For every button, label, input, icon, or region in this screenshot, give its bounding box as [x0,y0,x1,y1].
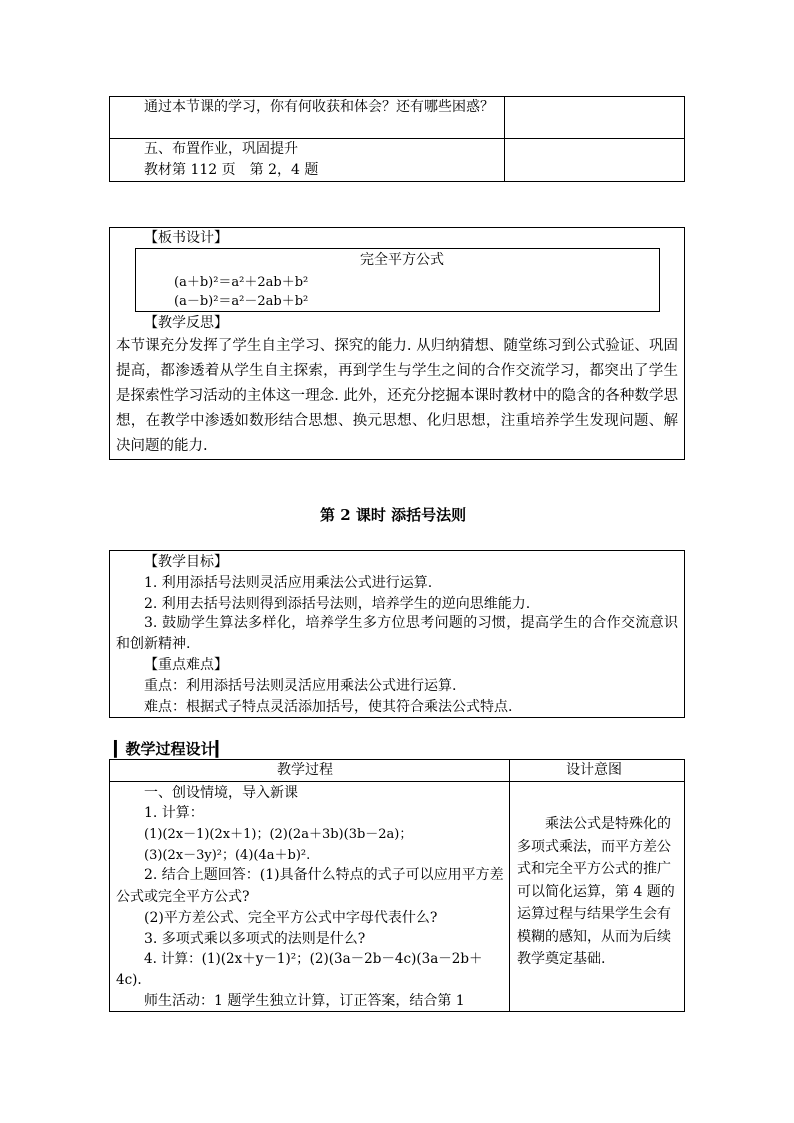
formula-square-of-difference: (a－b)²＝a²－2ab＋b² [174,294,309,309]
summary-reflection-question: 通过本节课的学习，你有何收获和体会？还有哪些困惑？ [144,99,494,115]
process-line-question-2: 2. 结合上题回答：(1)具备什么特点的式子可以应用平方差公式或完全平方公式? [116,867,504,905]
reflection-heading: 【教学反思】 [144,315,228,331]
process-line-intro: 一、创设情境，导入新课 [144,785,298,801]
goal-2: 2. 利用去括号法则得到添括号法则，培养学生的逆向思维能力. [144,596,531,612]
goals-heading: 【教学目标】 [144,554,228,570]
key-difficulty-heading: 【重点难点】 [144,657,228,673]
homework-detail: 教材第 112 页 第 2，4 题 [144,162,319,178]
intent-column-header: 设计意图 [566,762,622,778]
process-column-header: 教学过程 [277,762,333,778]
summary-table-divider [504,96,505,182]
goal-1: 1. 利用添括号法则灵活应用乘法公式进行运算. [144,575,433,591]
process-line-question-3: 3. 多项式乘以多项式的法则是什么? [144,931,366,947]
process-line-question-letters: (2)平方差公式、完全平方公式中字母代表什么? [144,910,438,926]
key-point: 重点：利用添括号法则灵活应用乘法公式进行运算. [144,678,457,694]
formula-square-of-sum: (a＋b)²＝a²＋2ab＋b² [174,275,309,290]
process-line-activity: 师生活动：1 题学生独立计算，订正答案，结合第 1 [144,993,465,1009]
process-line-exercise-3-4: (3)(2x－3y)²；(4)(4a＋b)². [144,848,311,863]
process-table-header-divider [109,781,685,782]
board-design-heading: 【板书设计】 [144,230,228,246]
process-table-column-divider [509,759,510,1012]
reflection-text: 本节课充分发挥了学生自主学习、探究的能力. 从归纳猜想、随堂练习到公式验证、巩固提高，都渗透着从学生自主探索，再到学生与学生之间的合作交流学习，都突出了学生是探索性学习活动的主体这一理念. 此外，还充分挖掘本课时教材中的隐含的各种数学思想，在教学中渗透如数形结合思想、换元思想、化归思想，注重培养学生发现问题、解决问题的能力. [116,338,678,454]
lesson-title: 第 2 课时 添括号法则 [320,506,467,524]
process-line-question-4: 4. 计算：(1)(2x＋y－1)²；(2)(3a－2b－4c)(3a－2b＋4c). [116,951,483,988]
board-design-title: 完全平方公式 [360,252,444,268]
process-line-exercise-1-2: (1)(2x－1)(2x＋1)；(2)(2a＋3b)(3b－2a)； [144,827,413,842]
goal-3: 3. 鼓励学生算法多样化，培养学生多方位思考问题的习惯，提高学生的合作交流意识和创新精神. [116,615,678,652]
process-section-title: ▎教学过程设计▎ [114,740,228,758]
difficulty-point: 难点：根据式子特点灵活添加括号，使其符合乘法公式特点. [144,699,513,715]
homework-heading: 五、布置作业，巩固提升 [144,141,298,157]
design-intent-text: 乘法公式是特殊化的多项式乘法，而平方差公式和完全平方公式的推广可以简化运算，第 4 题的运算过程与结果学生会有模糊的感知，从而为后续教学奠定基础. [517,816,675,967]
process-line-calc-label: 1. 计算： [144,805,204,821]
